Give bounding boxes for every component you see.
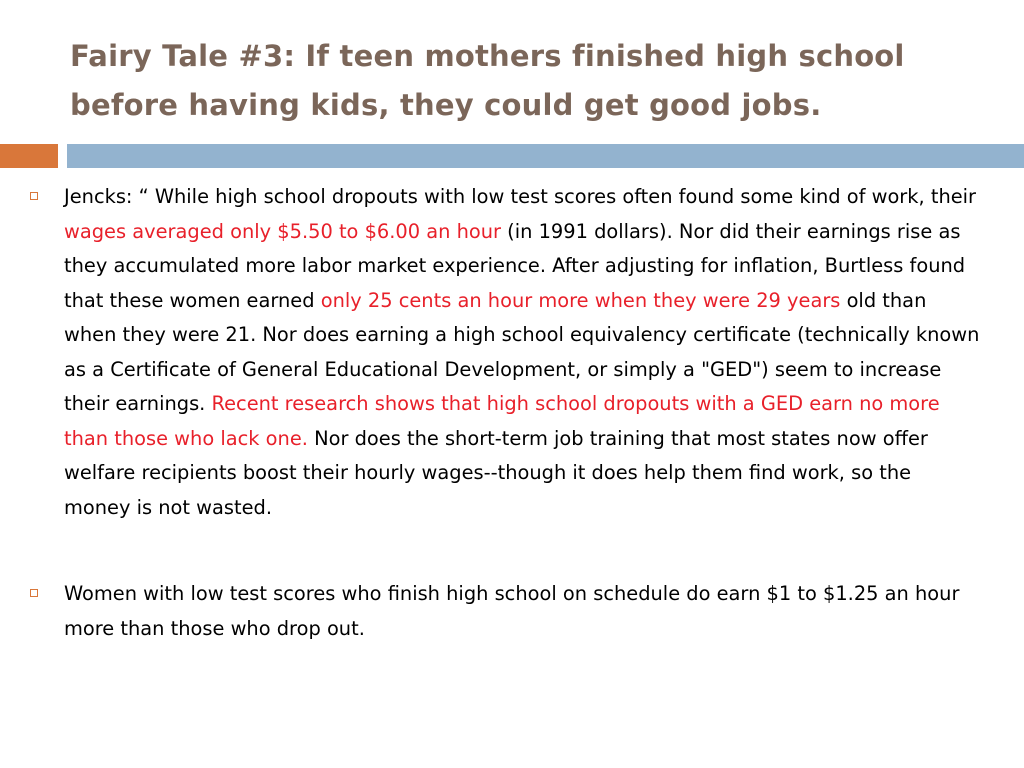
content-body xyxy=(30,180,980,646)
bullet-text: Jencks: “ While high school dropouts with low test scores often found some kind of work, their xyxy=(64,185,977,208)
square-bullet-icon xyxy=(30,192,38,200)
title-divider-band xyxy=(67,144,1024,168)
bullet-text: old than when they were 21. Nor does earning a high school equivalency certificate (technically known as a Certificate of General Educational Development, or simply a "GED") seem to increase their earnings. xyxy=(64,288,980,415)
bullet-text: Nor does the short-term job training that most states now offer welfare recipients boost their hourly wages--though it does help them find work, so the money is not wasted. xyxy=(64,426,928,519)
highlighted-text: Recent research shows that high school dropouts with a GED earn no more than those who lack one. xyxy=(64,392,940,450)
bullet-text: Women with low test scores who finish high school on schedule do earn $1 to $1.25 an hour more than those who drop out. xyxy=(64,582,960,640)
bullet-item-jencks xyxy=(30,180,980,525)
bullet-item-women xyxy=(30,577,980,646)
slide-title xyxy=(70,32,970,130)
accent-band xyxy=(0,144,58,168)
title-line-2: before having kids, they could get good jobs. xyxy=(70,88,822,122)
highlighted-text: only 25 cents an hour more when they were 29 years xyxy=(320,288,841,312)
bullet-text: (in 1991 dollars). Nor did their earnings rise as they accumulated more labor market experience. After adjusting for inflation, Burtless found that these women earned xyxy=(64,219,966,312)
square-bullet-icon xyxy=(30,589,38,597)
title-line-1: Fairy Tale #3: If teen mothers finished high school xyxy=(70,39,905,73)
highlighted-text: wages averaged only $5.50 to $6.00 an hour xyxy=(64,219,502,243)
